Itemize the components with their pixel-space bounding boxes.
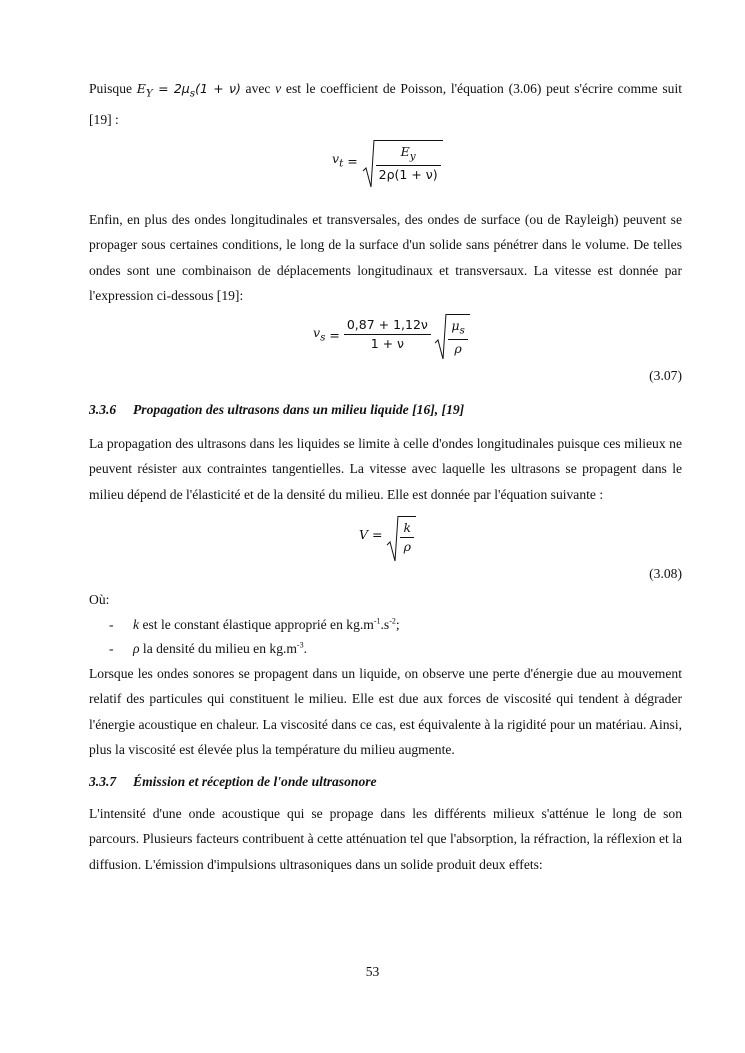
text: Puisque	[89, 81, 137, 96]
symbol-nu: ν	[275, 81, 282, 96]
page-number: 53	[365, 964, 380, 979]
text: avec	[240, 81, 276, 96]
equation-vt: $v_t$ = $\frac{E_y}{2\rho(1 + \nu)}$	[89, 133, 682, 197]
square-root: $\frac{k}{\rho}$	[386, 513, 416, 556]
equation-vs: $v_s$ = $\frac{0,87 + 1,12\nu}{1 + \nu}$ $\frac{\mu_s}{\rho}$	[89, 309, 682, 365]
section-heading-3-3-7: 3.3.7 Émission et réception de l'onde ultrasonore	[89, 773, 377, 789]
text: est le coefficient de Poisson, l'équation (3.06) peut s'écrire comme suit [19] :	[89, 81, 683, 127]
paragraph-attenuation: L'intensité d'une onde acoustique qui se propage dans les différents milieux s'atténue le long de son parcours. Plusieurs facteurs contribuent à cette atténuation tel que l'absorption, la réfraction, la réflexion et la diffusion. L'émission d'impulsions ultrasoniques dans un solide produit deux effets:	[89, 805, 682, 872]
math-ey: $E_Y = 2\mu_s(1 + \nu)$	[136, 81, 241, 100]
paragraph-liquid: La propagation des ultrasons dans les liquides se limite à celle d'ondes longitudinales puisque ces milieux ne peuvent résister aux contraintes tangentielles. La vitesse avec laquelle les ultrasons se propagent dans le milieu dépend de l'élasticité et de la densité du milieu. Elle est donnée par l'équation suivante :	[89, 435, 682, 502]
equation-number: (3.08)	[649, 566, 682, 581]
equation-v: V = $\frac{k}{\rho}$	[89, 507, 682, 563]
square-root: $\frac{E_y}{2\rho(1 + \nu)}$	[362, 137, 443, 185]
section-heading-3-3-6: 3.3.6 Propagation des ultrasons dans un milieu liquide [16], [19]	[89, 401, 465, 417]
page-content	[89, 76, 682, 877]
paragraph-rayleigh: Enfin, en plus des ondes longitudinales et transversales, des ondes de surface (ou de Rayleigh) peuvent se propager sous certaines conditions, le long de la surface d'un solide sans pénétrer dans le volume. De telles ondes sont une combinaison de déplacements longitudinaux et transversaux. La vitesse est donnée par l'expression ci-dessous [19]:	[89, 211, 682, 303]
list-item: - ρ la densité du milieu en $kg.m^{-3}$.	[109, 639, 308, 656]
square-root: $\frac{\mu_s}{\rho}$	[434, 311, 469, 359]
equation-number: (3.07)	[649, 367, 682, 383]
paragraph-poisson	[89, 76, 682, 133]
list-item: - k est le constant élastique approprié en $kg.m^{-1}.s^{-2}$;	[109, 615, 400, 632]
ou-label: Où:	[89, 592, 110, 607]
paragraph-viscosity: Lorsque les ondes sonores se propagent dans un liquide, on observe une perte d'énergie due au mouvement relatif des particules qui constituent le milieu. Elle est due aux forces de viscosité qui tendent à dégrader l'énergie acoustique en chaleur. La viscosité dans ce cas, est équivalente à la rigidité pour un matériau. Ainsi, plus la viscosité est élevée plus la température du milieu augmente.	[89, 665, 682, 757]
